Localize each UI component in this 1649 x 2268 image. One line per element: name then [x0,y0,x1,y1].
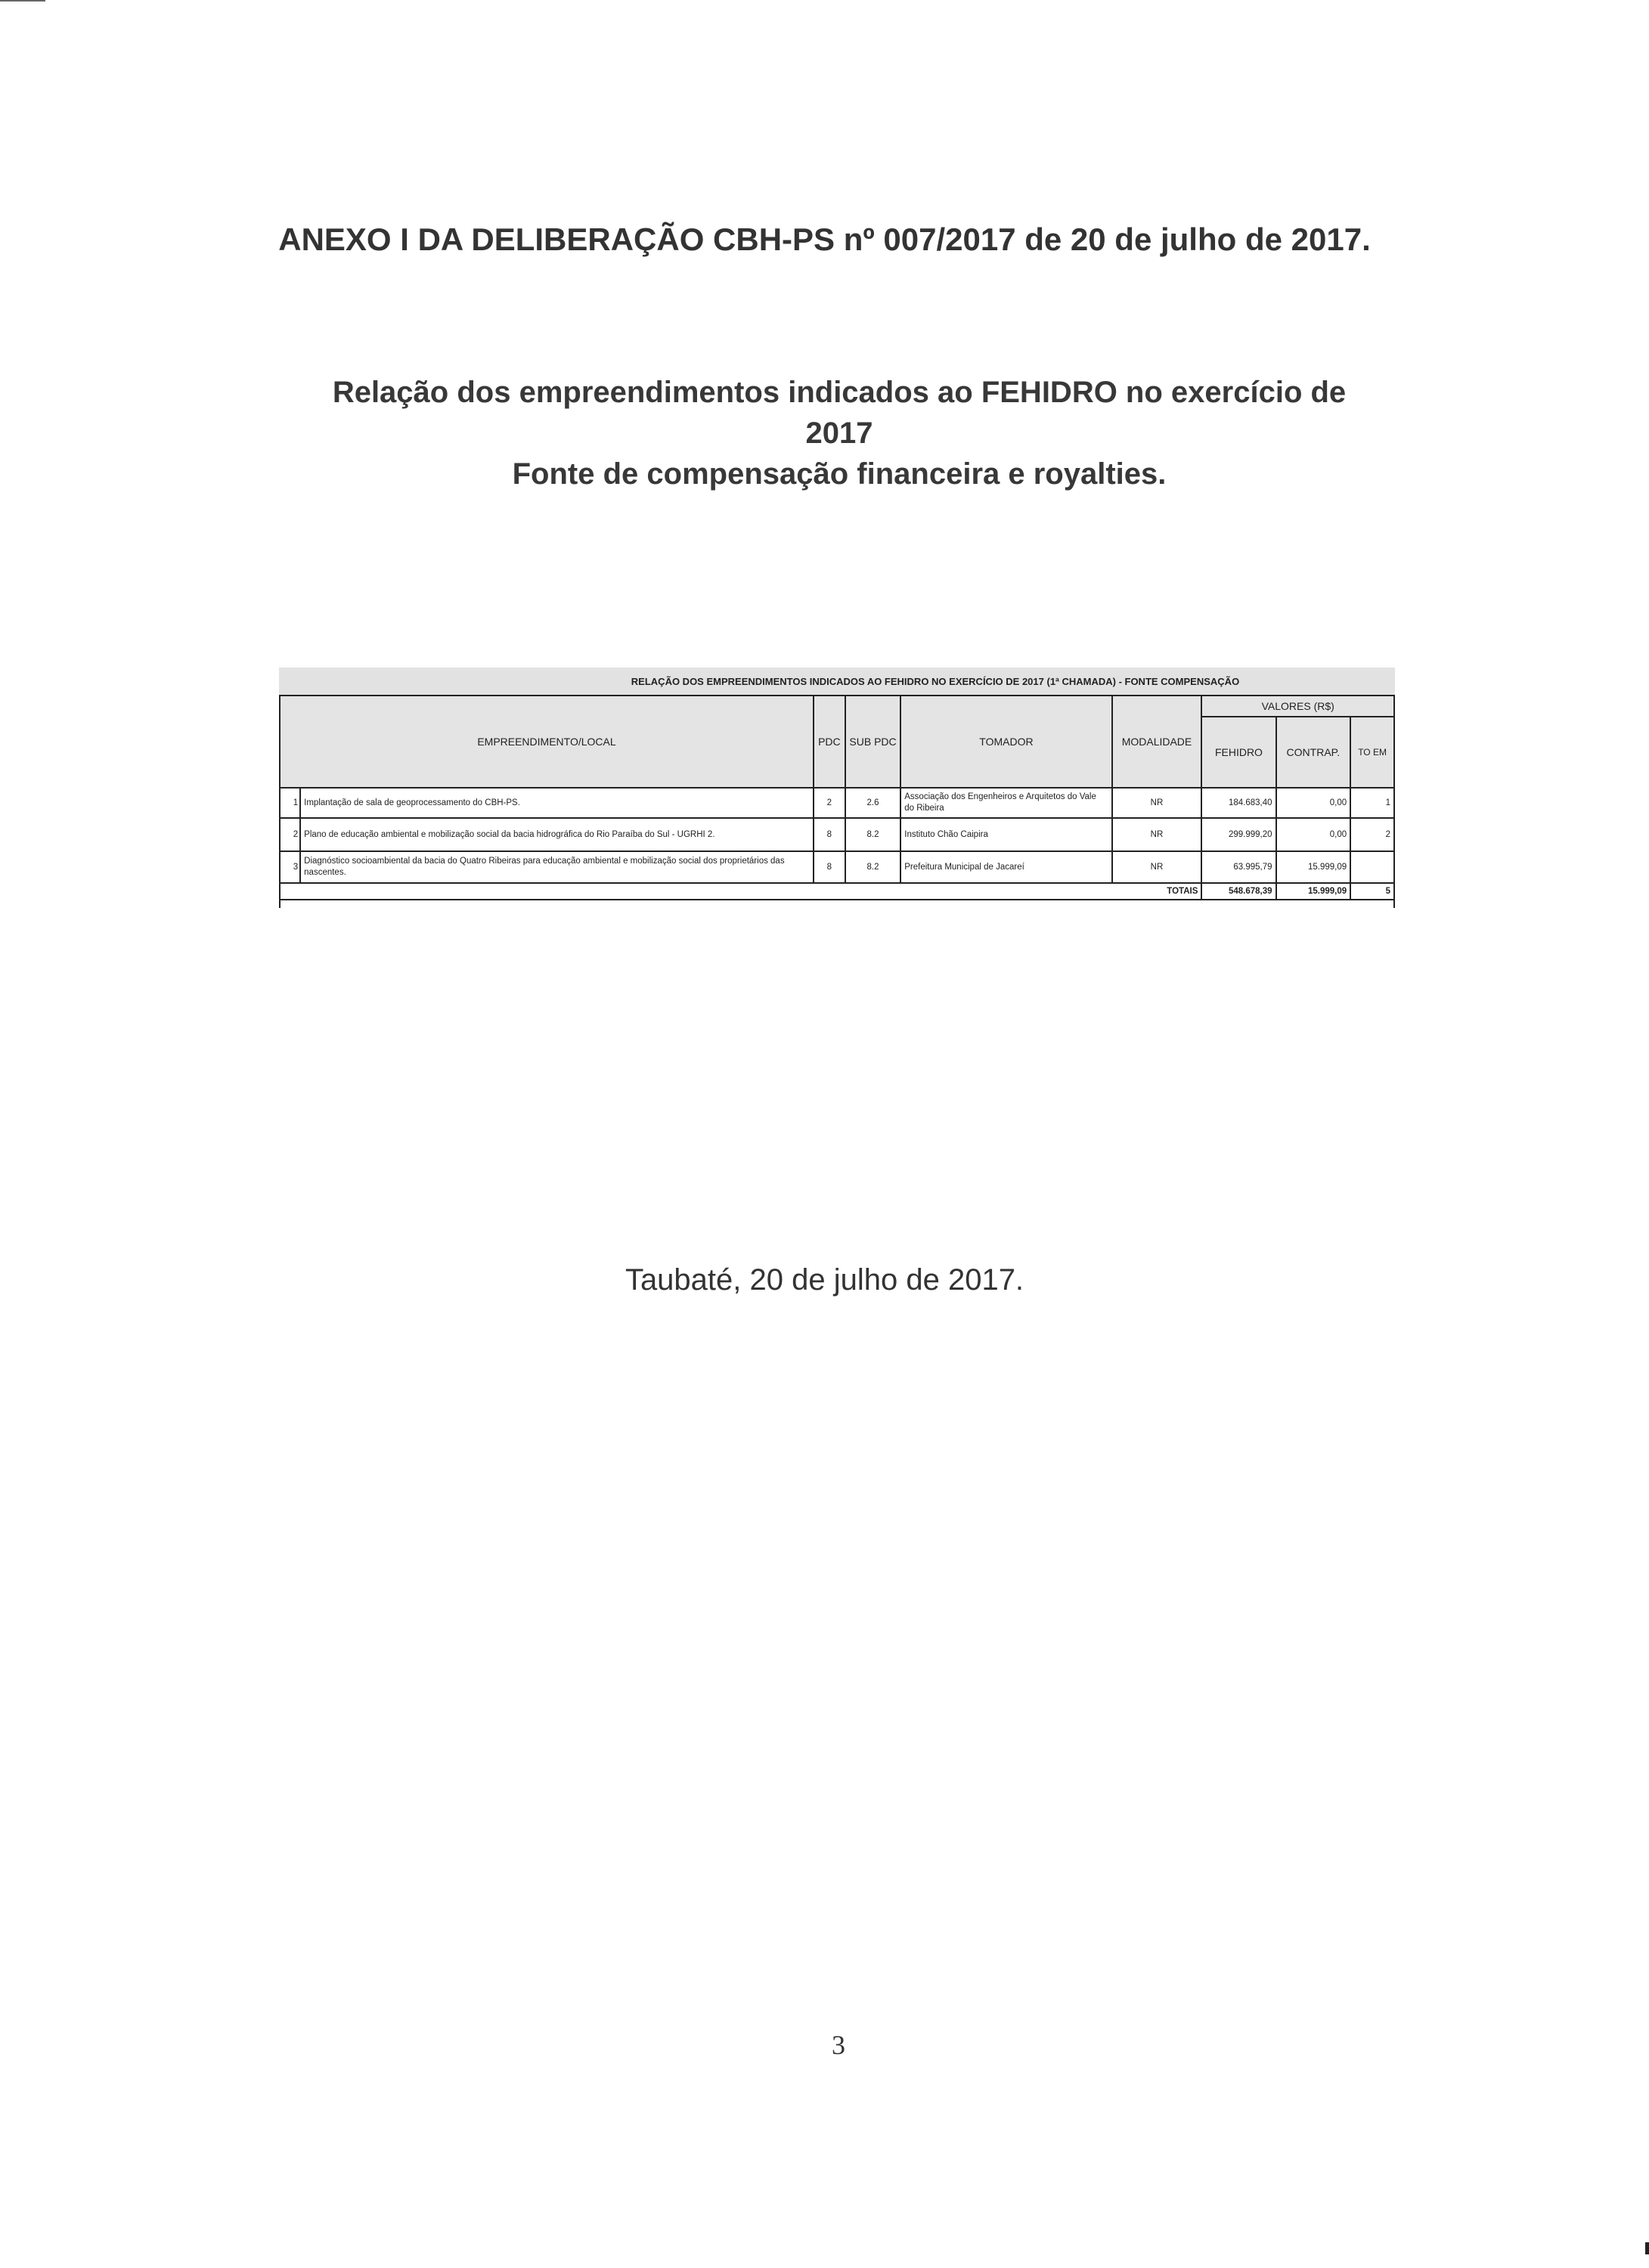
col-header-empreendimento: EMPREENDIMENTO/LOCAL [280,696,814,788]
cell-total-cut: 2 [1350,818,1394,851]
totals-label: TOTAIS [280,883,1201,900]
cell-contrap: 0,00 [1276,818,1351,851]
col-header-valores: VALORES (R$) [1201,696,1394,717]
table-row [280,851,1394,883]
totals-total-cut: 5 [1350,883,1394,900]
projects-table-container [279,668,1395,908]
cell-tomador: Associação dos Engenheiros e Arquitetos do Vale do Ribeira [900,788,1111,818]
col-header-sub-pdc: SUB PDC [845,696,900,788]
col-header-fehidro: FEHIDRO [1201,717,1275,788]
table-bottom-spacer [280,900,1394,908]
cell-modalidade: NR [1112,851,1202,883]
subtitle-line-1: Relação dos empreendimentos indicados ao FEHIDRO no exercício de [332,376,1347,409]
cell-contrap: 0,00 [1276,788,1351,818]
table-row [280,818,1394,851]
cell-tomador: Prefeitura Municipal de Jacareí [900,851,1111,883]
subtitle-line-2: 2017 [805,417,873,450]
cell-sub-pdc: 8.2 [845,851,900,883]
cell-modalidade: NR [1112,788,1202,818]
cell-total-cut: 1 [1350,788,1394,818]
totals-contrap: 15.999,09 [1276,883,1351,900]
totals-fehidro: 548.678,39 [1201,883,1275,900]
scan-edge-mark [1645,2242,1649,2254]
cell-pdc: 8 [814,818,845,851]
row-number: 2 [280,818,300,851]
cell-empreendimento: Plano de educação ambiental e mobilização social da bacia hidrográfica do Rio Paraíba do Sul - UGRHI 2. [300,818,814,851]
cell-total-cut [1350,851,1394,883]
cell-fehidro: 63.995,79 [1201,851,1275,883]
subtitle-line-3: Fonte de compensação financeira e royalties. [512,457,1167,491]
cell-pdc: 2 [814,788,845,818]
row-number: 3 [280,851,300,883]
totals-row [280,883,1394,900]
col-header-total-cut: TO EM [1350,717,1394,788]
table-row [280,788,1394,818]
document-subtitle [280,372,1399,494]
cell-fehidro: 184.683,40 [1201,788,1275,818]
cell-empreendimento: Implantação de sala de geoprocessamento do CBH-PS. [300,788,814,818]
cell-pdc: 8 [814,851,845,883]
document-title: ANEXO I DA DELIBERAÇÃO CBH-PS nº 007/2017 de 20 de julho de 2017. [278,222,1371,257]
page-number: 3 [832,2030,845,2060]
col-header-pdc: PDC [814,696,845,788]
cell-fehidro: 299.999,20 [1201,818,1275,851]
cell-modalidade: NR [1112,818,1202,851]
place-and-date: Taubaté, 20 de julho de 2017. [625,1263,1024,1297]
col-header-tomador: TOMADOR [900,696,1111,788]
row-number: 1 [280,788,300,818]
col-header-contrap: CONTRAP. [1276,717,1351,788]
cell-empreendimento: Diagnóstico socioambiental da bacia do Quatro Ribeiras para educação ambiental e mobilização social dos proprietários das nascentes. [300,851,814,883]
cell-contrap: 15.999,09 [1276,851,1351,883]
cell-sub-pdc: 2.6 [845,788,900,818]
table-bottom-border-row [280,900,1394,908]
table-banner-text: RELAÇÃO DOS EMPREENDIMENTOS INDICADOS AO FEHIDRO NO EXERCÍCIO DE 2017 (1ª CHAMADA) - FONTE COMPENSAÇÃO [631,676,1240,687]
col-header-modalidade: MODALIDADE [1112,696,1202,788]
cell-sub-pdc: 8.2 [845,818,900,851]
table-header-row-1 [280,696,1394,717]
cell-tomador: Instituto Chão Caipira [900,818,1111,851]
scan-edge-mark [0,0,45,2]
projects-table [279,695,1395,908]
table-banner [279,668,1395,696]
